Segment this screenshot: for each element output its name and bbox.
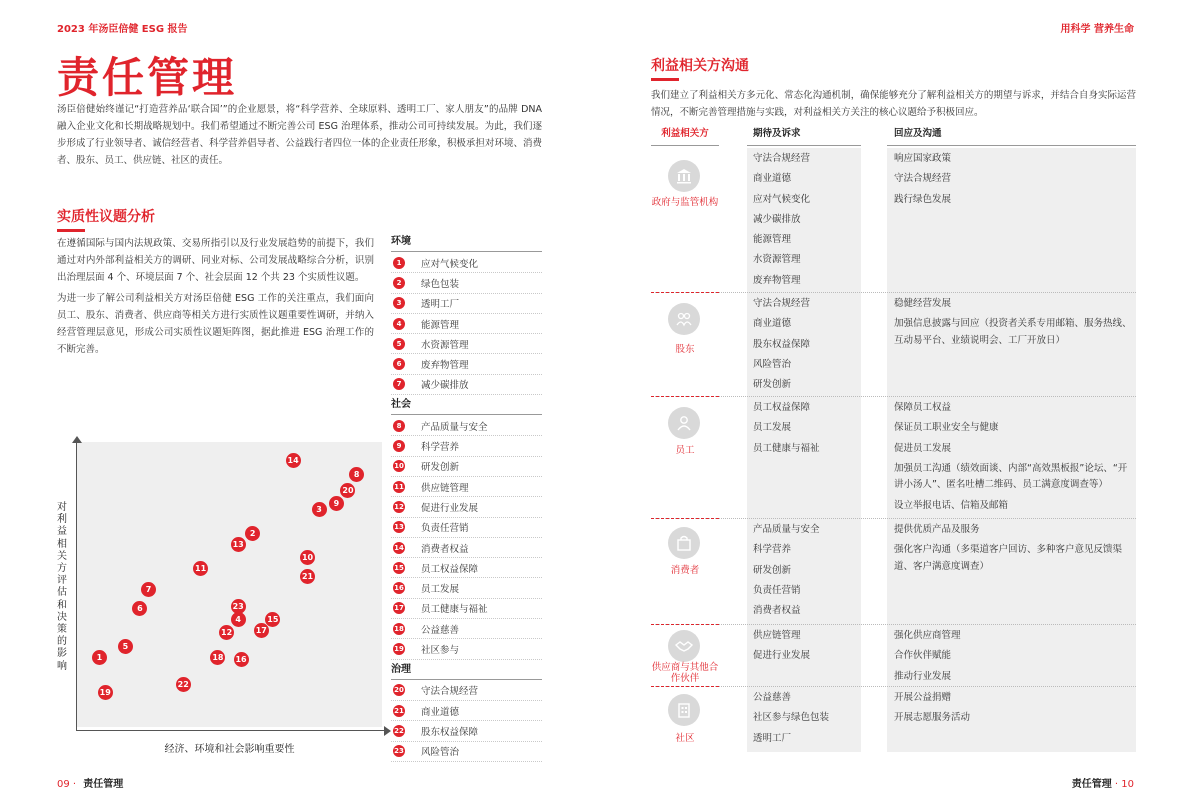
topic-label: 员工健康与福祉 (421, 604, 488, 616)
response-item: 保证员工职业安全与健康 (894, 422, 999, 434)
topic-number-badge: 9 (393, 440, 405, 452)
shopping-bag-icon (668, 527, 700, 559)
matrix-point-10: 10 (300, 550, 315, 565)
row-divider-accent (651, 686, 719, 687)
topic-label: 产品质量与安全 (421, 421, 488, 433)
expectations-cell (753, 520, 858, 621)
matrix-point-16: 16 (234, 652, 249, 667)
expectation-item: 废弃物管理 (753, 274, 801, 286)
expectations-cell (753, 149, 858, 291)
topic-number-badge: 18 (394, 624, 404, 633)
topic-item (391, 477, 542, 497)
response-item: 加强信息披露与回应（投资者关系专用邮箱、服务热线、互动易平台、业绩说明会、工厂开放日） (894, 318, 1132, 346)
topic-item (391, 354, 542, 374)
response-item: 开展志愿服务活动 (894, 712, 971, 724)
table-header-stakeholder: 利益相关方 (651, 124, 719, 146)
response-item: 合作伙伴赋能 (894, 650, 952, 662)
topic-number-badge: 16 (394, 584, 404, 593)
matrix-point-5: 5 (118, 639, 133, 654)
topic-label: 能源管理 (421, 319, 460, 331)
report-header-right: 用科学 营养生命 (1060, 24, 1134, 35)
topic-item (391, 314, 542, 334)
topic-item (391, 558, 542, 578)
topic-category: 社会 (391, 395, 542, 415)
topic-label: 守法合规经营 (421, 686, 479, 698)
page-number-left: 09 · (57, 779, 77, 790)
topic-number-badge: 2 (393, 277, 405, 289)
topic-label: 社区参与 (421, 644, 460, 656)
materiality-section-title (57, 206, 155, 226)
topic-label: 公益慈善 (421, 624, 460, 636)
topic-number-badge: 5 (393, 338, 405, 350)
expectation-item: 消费者权益 (753, 605, 801, 617)
topic-label: 科学营养 (421, 442, 460, 454)
matrix-point-20: 20 (340, 483, 355, 498)
topic-item (391, 253, 542, 273)
responses-cell (894, 626, 1134, 687)
topic-number-badge: 14 (394, 543, 404, 552)
matrix-point-11: 11 (193, 561, 208, 576)
matrix-point-23: 23 (231, 599, 246, 614)
topic-label: 研发创新 (421, 462, 460, 474)
response-item: 强化客户沟通（多渠道客户回访、多种客户意见反馈渠道、客户满意度调查） (894, 544, 1123, 572)
topic-number-badge: 17 (394, 604, 404, 613)
topic-label: 减少碳排放 (421, 380, 469, 392)
row-divider-accent (651, 396, 719, 397)
topic-item (391, 497, 542, 517)
expectations-cell (753, 294, 858, 395)
expectation-item: 员工发展 (753, 422, 792, 434)
topic-label: 商业道德 (421, 706, 460, 718)
topic-item (391, 639, 542, 659)
table-header-expectations: 期待及诉求 (747, 124, 861, 146)
expectations-cell (753, 626, 858, 667)
expectation-item: 股东权益保障 (753, 338, 811, 350)
footer-right (1068, 775, 1134, 790)
footer-label-right: 责任管理 (1071, 779, 1112, 790)
matrix-point-8: 8 (349, 467, 364, 482)
expectation-item: 社区参与绿色包装 (753, 712, 830, 724)
topic-item (391, 273, 542, 293)
topic-number-badge: 4 (393, 318, 405, 330)
stakeholder-name: 消费者 (670, 565, 700, 576)
matrix-point-21: 21 (300, 569, 315, 584)
stakeholder-name: 社区 (675, 733, 695, 744)
topic-label: 应对气候变化 (421, 258, 479, 270)
response-item: 设立举报电话、信箱及邮箱 (894, 499, 1009, 511)
topic-label: 透明工厂 (421, 299, 460, 311)
handshake-icon (668, 630, 700, 662)
title-underline (651, 78, 679, 81)
stakeholder-name: 员工 (675, 445, 695, 456)
expectation-item: 员工健康与福祉 (753, 442, 820, 454)
expectations-cell (753, 688, 858, 749)
x-axis-label: 经济、环境和社会影响重要性 (164, 744, 295, 755)
response-item: 促进员工发展 (894, 442, 952, 454)
topic-item (391, 294, 542, 314)
materiality-title-text: 实质性议题分析 (57, 209, 155, 225)
stakeholder-section-title (651, 55, 749, 75)
responses-cell (894, 294, 1134, 351)
topic-item (391, 599, 542, 619)
page-number-right: · 10 (1114, 779, 1134, 790)
topic-list (391, 232, 542, 762)
y-axis-arrow (72, 436, 82, 443)
expectation-item: 水资源管理 (753, 254, 801, 266)
topic-number-badge: 21 (394, 706, 404, 715)
responses-cell (894, 520, 1134, 577)
expectation-item: 应对气候变化 (753, 193, 811, 205)
topic-item (391, 742, 542, 762)
topic-item (391, 334, 542, 354)
matrix-point-12: 12 (219, 625, 234, 640)
row-divider (651, 686, 1136, 687)
topic-number-badge: 19 (394, 644, 404, 653)
matrix-point-15: 15 (265, 612, 280, 627)
topic-item (391, 416, 542, 436)
expectation-item: 研发创新 (753, 564, 792, 576)
row-divider-accent (651, 624, 719, 625)
topic-label: 绿色包装 (421, 278, 460, 290)
topic-label: 负责任营销 (421, 523, 469, 535)
topic-number-badge: 1 (393, 257, 405, 269)
expectation-item: 科学营养 (753, 544, 792, 556)
topic-number-badge: 3 (393, 297, 405, 309)
response-item: 保障员工权益 (894, 402, 952, 413)
expectation-item: 商业道德 (753, 318, 792, 330)
matrix-point-22: 22 (176, 677, 191, 692)
topic-number-badge: 23 (394, 747, 404, 756)
footer-label-left: 责任管理 (83, 779, 124, 790)
matrix-point-2: 2 (245, 526, 260, 541)
topic-label: 废弃物管理 (421, 360, 469, 372)
topic-item (391, 578, 542, 598)
topic-label: 员工发展 (421, 584, 460, 596)
topic-label: 员工权益保障 (421, 563, 479, 575)
expectation-item: 供应链管理 (753, 630, 801, 641)
response-item: 开展公益捐赠 (894, 692, 952, 703)
topic-number-badge: 6 (393, 358, 405, 370)
topic-label: 水资源管理 (421, 339, 469, 351)
stakeholder-name: 政府与监管机构 (651, 197, 719, 208)
topic-item (391, 538, 542, 558)
expectation-item: 守法合规经营 (753, 298, 811, 309)
response-item: 提供优质产品及服务 (894, 524, 980, 535)
matrix-point-7: 7 (141, 582, 156, 597)
topic-number-badge: 22 (394, 726, 404, 735)
expectation-item: 负责任营销 (753, 584, 801, 596)
topic-label: 风险管治 (421, 747, 460, 759)
matrix-point-4: 4 (231, 612, 246, 627)
response-item: 守法合规经营 (894, 173, 952, 185)
expectation-item: 商业道德 (753, 173, 792, 185)
stakeholder-title-text: 利益相关方沟通 (651, 58, 749, 74)
row-divider-accent (651, 518, 719, 519)
shareholders-icon (668, 303, 700, 335)
expectation-item: 公益慈善 (753, 692, 792, 703)
topic-item (391, 436, 542, 456)
response-item: 加强员工沟通（绩效面谈、内部“高效黑板报”论坛、“开讲小汤人”、匿名吐槽二维码、员工满意度调查等） (894, 462, 1128, 491)
topic-number-badge: 7 (393, 378, 405, 390)
topic-label: 消费者权益 (421, 543, 469, 555)
topic-item (391, 619, 542, 639)
title-underline (57, 229, 85, 232)
expectation-item: 风险管治 (753, 358, 792, 370)
topic-item (391, 457, 542, 477)
topic-number-badge: 13 (394, 523, 404, 532)
employee-icon (668, 407, 700, 439)
expectation-item: 促进行业发展 (753, 650, 811, 662)
responses-cell (894, 398, 1134, 516)
table-header-responses: 回应及沟通 (887, 124, 1136, 146)
topic-number-badge: 20 (394, 686, 404, 695)
y-axis-label: 对利益相关方评估和决策的影响 (57, 502, 67, 672)
materiality-paragraph-2: 为进一步了解公司利益相关方对汤臣倍健 ESG 工作的关注重点，我们面向员工、股东、消费者、供应商等相关方进行实质性议题重要性调研，并纳入经营管理层意见，形成公司实质性议题矩阵图，据此推进 ESG 治理工作的不断完善。 (57, 293, 374, 355)
expectation-item: 守法合规经营 (753, 153, 811, 164)
matrix-point-1: 1 (92, 650, 107, 665)
report-header-left: 2023 年汤臣倍健 ESG 报告 (57, 24, 188, 35)
x-axis-arrow (384, 726, 391, 736)
expectation-item: 研发创新 (753, 379, 792, 391)
topic-item (391, 721, 542, 741)
y-axis-line (76, 440, 77, 731)
materiality-paragraph-1: 在遵循国际与国内法规政策、交易所指引以及行业发展趋势的前提下，我们通过对内外部利益相关方的调研、同业对标、公司发展战略综合分析，识别出治理层面 4 个、环境层面 7 个、社会层面 12 个共 23 个实质性议题。 (57, 238, 374, 283)
stakeholder-intro: 我们建立了利益相关方多元化、常态化沟通机制，确保能够充分了解利益相关方的期望与诉求，并结合自身实际运营情况，不断完善管理措施与实践，对利益相关方关注的核心议题给予积极回应。 (651, 90, 1136, 118)
responses-cell (894, 149, 1134, 210)
matrix-point-17: 17 (254, 623, 269, 638)
row-divider (651, 518, 1136, 519)
topic-category: 治理 (391, 660, 542, 680)
matrix-point-13: 13 (231, 537, 246, 552)
topic-label: 促进行业发展 (421, 502, 479, 514)
topic-item (391, 701, 542, 721)
materiality-matrix (77, 442, 382, 727)
expectation-item: 产品质量与安全 (753, 524, 820, 535)
topic-number-badge: 11 (394, 482, 404, 491)
stakeholder-name: 供应商与其他合作伙伴 (651, 662, 719, 684)
matrix-point-14: 14 (286, 453, 301, 468)
topic-number-badge: 15 (394, 563, 404, 572)
matrix-point-3: 3 (312, 502, 327, 517)
row-divider-accent (651, 292, 719, 293)
responses-cell (894, 688, 1134, 729)
expectation-item: 员工权益保障 (753, 402, 811, 413)
response-item: 强化供应商管理 (894, 630, 961, 641)
topic-label: 供应链管理 (421, 482, 469, 494)
topic-item (391, 681, 542, 701)
row-divider (651, 292, 1136, 293)
matrix-point-18: 18 (210, 650, 225, 665)
expectations-cell (753, 398, 858, 459)
row-divider (651, 396, 1136, 397)
page-title: 责任管理 (57, 53, 238, 102)
expectation-item: 减少碳排放 (753, 213, 801, 225)
government-building-icon (668, 160, 700, 192)
topic-category: 环境 (391, 232, 542, 252)
topic-label: 股东权益保障 (421, 726, 479, 738)
matrix-point-9: 9 (329, 496, 344, 511)
expectation-item: 透明工厂 (753, 732, 792, 744)
intro-paragraph: 汤臣倍健始终谨记“打造营养品‘联合国’”的企业愿景，将“科学营养、全球原料、透明工厂、家人朋友”的品牌 DNA 融入企业文化和长期战略规划中。我们希望通过不断完善公司 ESG 治理体系，推动公司可持续发展。为此，我们逐步形成了行业领导者、诚信经营者、科学营养倡导者、公益践行者四位一体的企业责任形象，积极承担对环境、消费者、股东、员工、供应链、社区的责任。 (57, 104, 542, 166)
response-item: 响应国家政策 (894, 153, 952, 164)
stakeholder-name: 股东 (675, 344, 695, 355)
topic-item (391, 375, 542, 395)
response-item: 推动行业发展 (894, 670, 952, 682)
topic-item (391, 518, 542, 538)
topic-number-badge: 12 (394, 502, 404, 511)
response-item: 稳健经营发展 (894, 298, 952, 309)
matrix-point-19: 19 (98, 685, 113, 700)
topic-number-badge: 8 (393, 420, 405, 432)
row-divider (651, 624, 1136, 625)
x-axis-line (76, 730, 385, 731)
matrix-point-6: 6 (132, 601, 147, 616)
expectation-item: 能源管理 (753, 234, 792, 246)
community-building-icon (668, 694, 700, 726)
response-item: 践行绿色发展 (894, 193, 952, 205)
footer-left (57, 775, 123, 790)
topic-number-badge: 10 (394, 462, 404, 471)
